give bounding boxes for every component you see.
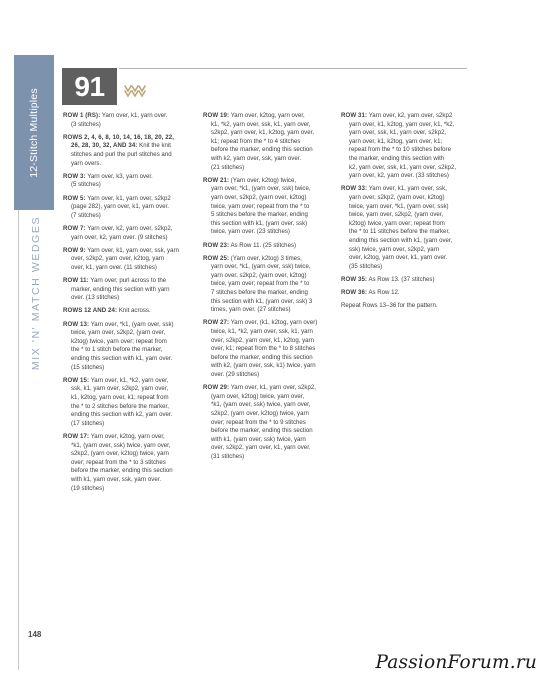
- watermark: PassionForum.ru: [375, 652, 537, 673]
- instruction-row: [203, 242, 335, 251]
- row-continuation-line: (7 stitches): [71, 211, 101, 219]
- row-continuation-line: (page 282), yarn over, k1, yarn over.: [71, 203, 169, 211]
- row-continuation-line: twice, yarn over, s2kp2, (yarn over,: [71, 329, 166, 337]
- row-text: Yarn over, k1, yarn over, ssk,: [368, 185, 447, 193]
- row-continuation-line: before the marker, ending this section: [211, 146, 313, 154]
- row-first-line: [63, 433, 195, 442]
- row-continuation-line: over, k2tog, yarn over, k1, yarn over.: [349, 254, 448, 262]
- row-continuation-line: (15 stitches): [71, 363, 105, 371]
- row-continuation-line: over, s2kp2, yarn over, k1, yarn over.: [211, 444, 311, 452]
- row-continuation-line: the * to 2 stitches before the marker,: [71, 402, 169, 410]
- row-first-line: [341, 185, 471, 194]
- chapter-tab-label: 12-Stitch Multiples: [28, 87, 40, 178]
- row-label: ROW 7:: [63, 224, 86, 232]
- row-text: (Yarn over, k2tog) twice,: [230, 176, 297, 184]
- page-number: 148: [28, 630, 42, 639]
- instruction-row: [341, 185, 471, 271]
- row-first-line: [63, 195, 195, 204]
- instruction-row: [63, 277, 195, 303]
- row-continuation-line: twice, yarn over, s2kp2, (yarn over,: [349, 211, 444, 219]
- row-label: ROW 25:: [203, 254, 230, 262]
- row-continuation-line: (17 stitches): [71, 419, 105, 427]
- row-label: ROW 29:: [203, 384, 230, 392]
- instruction-row: [63, 225, 195, 242]
- row-first-line: [63, 173, 195, 182]
- instruction-row: [341, 289, 471, 298]
- row-continuation-line: s2kp2, (yarn over, k2tog) twice, yarn: [71, 450, 169, 458]
- row-continuation-line: over, k1; repeat from the * to 8 stitches: [211, 345, 316, 353]
- row-continuation-line: over, s2kp2, yarn over, k1, k2tog, yarn: [211, 336, 314, 344]
- instruction-row: [63, 377, 195, 429]
- row-label: ROW 36:: [341, 289, 368, 297]
- instruction-row: [63, 173, 195, 190]
- row-first-line: [203, 242, 335, 251]
- row-continuation-line: yarn over, k1, k2tog, yarn over, k1;: [349, 137, 443, 145]
- row-text: Yarn over, purl across to the: [90, 277, 167, 285]
- row-continuation-line: (19 stitches): [71, 484, 105, 492]
- row-first-line: [63, 377, 195, 386]
- row-continuation-line: k2, yarn over, ssk, k1, yarn over, s2kp2,: [349, 163, 457, 171]
- row-continuation-line: (35 stitches): [349, 262, 383, 270]
- row-text: Knit across.: [118, 307, 151, 315]
- row-first-line: [203, 319, 335, 328]
- row-continuation-line: the marker, ending this section with: [349, 154, 445, 162]
- row-continuation-line: twice, yarn over, *k1, (yarn over, ssk): [349, 202, 449, 210]
- row-label: ROW 3:: [63, 172, 86, 180]
- row-continuation-line: twice, yarn over. (23 stitches): [211, 228, 290, 236]
- row-label: ROW 35:: [341, 275, 368, 283]
- row-label: ROW 23:: [203, 241, 230, 249]
- instruction-row: [63, 307, 195, 316]
- row-text: Repeat Rows 13–36 for the pattern.: [341, 302, 438, 310]
- section-label-wrap: [18, 215, 54, 370]
- instruction-row: [203, 177, 335, 237]
- row-first-line: [341, 302, 471, 311]
- row-text: Knit the knit: [139, 142, 171, 150]
- row-first-line: [63, 247, 195, 256]
- instruction-row: [63, 134, 195, 168]
- instructions-column-3: [341, 112, 471, 315]
- row-label: ROW 1 (RS):: [63, 112, 101, 119]
- row-text: As Row 11. (25 stitches): [230, 241, 297, 249]
- row-continuation-line: the * to 1 stitch before the marker,: [71, 346, 163, 354]
- row-continuation-line: k1; repeat from the * to 4 stitches: [211, 137, 301, 145]
- row-first-line: [63, 112, 195, 121]
- row-continuation-line: yarn over, s2kp2, (yarn over, k2tog): [211, 271, 307, 279]
- row-continuation-line: 7 stitches before the marker, ending: [211, 289, 308, 297]
- row-continuation-line: (31 stitches): [211, 452, 245, 460]
- row-label: ROW 33:: [341, 185, 368, 193]
- instruction-row: [63, 321, 195, 373]
- row-first-line: [203, 177, 335, 186]
- row-first-line: [203, 255, 335, 264]
- row-label: ROW 31:: [341, 112, 368, 119]
- row-continuation-line: over. (29 stitches): [211, 371, 260, 378]
- row-label: ROW 5:: [63, 194, 86, 202]
- row-continuation-line: k1, *k2, yarn over, ssk, k1, yarn over,: [211, 120, 311, 128]
- row-label: 26, 28, 30, 32, AND 34:: [71, 142, 138, 150]
- row-continuation-line: this section with k1, (yarn over, ssk): [211, 219, 308, 227]
- row-continuation-line: over. (13 stitches): [71, 294, 120, 302]
- row-continuation-line: times, yarn over. (27 stitches): [211, 306, 291, 314]
- row-label: ROW 13:: [63, 320, 90, 328]
- row-first-line: [63, 225, 195, 234]
- row-continuation-line: (5 stitches): [71, 181, 101, 189]
- row-first-line: [63, 134, 195, 143]
- row-text: Yarn over, k1, yarn over, s2kp2: [87, 194, 171, 202]
- row-text: Yarn over, k2tog, yarn over,: [90, 432, 165, 440]
- row-first-line: [341, 289, 471, 298]
- row-first-line: [63, 277, 195, 286]
- row-text: Yarn over, *k1, (yarn over, ssk): [90, 320, 174, 328]
- row-continuation-line: yarn over, s2kp2, (yarn over, k2tog): [211, 193, 307, 201]
- row-continuation-line: twice, yarn over; repeat from the * to: [211, 280, 310, 288]
- row-first-line: [63, 307, 195, 316]
- row-continuation-line: yarn over, k2, yarn over. (33 stitches): [349, 172, 449, 180]
- row-continuation-line: (3 stitches): [71, 120, 101, 128]
- row-continuation-line: yarn over, k2, yarn over. (9 stitches): [71, 233, 168, 241]
- row-text: (Yarn over, k2tog) 3 times,: [230, 254, 302, 262]
- row-text: Yarn over, k2, yarn over, s2kp2,: [87, 224, 173, 232]
- row-continuation-line: ssk) twice, yarn over, s2kp2, yarn: [349, 245, 440, 253]
- row-continuation-line: with k2, (yarn over, ssk, k1) twice, yarn: [211, 362, 316, 370]
- row-continuation-line: (21 stitches): [211, 163, 245, 171]
- row-continuation-line: repeat from the * to 10 stitches before: [349, 146, 451, 154]
- instruction-row: [341, 302, 471, 311]
- instruction-row: [203, 255, 335, 315]
- instruction-row: [203, 384, 335, 461]
- header-rule: [119, 68, 467, 69]
- row-continuation-line: over, s2kp2, yarn over, k2tog, yarn: [71, 255, 165, 263]
- section-label: MIX 'N' MATCH WEDGES: [30, 215, 43, 370]
- row-text: Yarn over, (k1, k2tog, yarn over): [230, 319, 318, 327]
- row-continuation-line: stitches and purl the purl stitches and: [71, 150, 172, 158]
- row-continuation-line: yarn over, k1, k2tog, yarn over, k1, *k2,: [349, 120, 455, 128]
- row-continuation-line: twice, yarn over; repeat from the * to: [211, 202, 310, 210]
- row-label: ROW 27:: [203, 319, 230, 327]
- chapter-tab-label-wrap: [14, 55, 54, 210]
- row-label: ROW 15:: [63, 376, 90, 384]
- row-continuation-line: ssk, k1, yarn over, s2kp2, yarn over,: [71, 385, 169, 393]
- row-continuation-line: twice, k1, *k2, yarn over, ssk, k1, yarn: [211, 328, 313, 336]
- wedge-motif-icon: [123, 82, 147, 100]
- row-first-line: [341, 276, 471, 285]
- row-continuation-line: k1, k2tog, yarn over, k1; repeat from: [71, 393, 169, 401]
- row-continuation-line: with k2, yarn over, ssk, yarn over.: [211, 154, 302, 162]
- row-continuation-line: over; repeat from the * to 9 stitches: [211, 418, 306, 426]
- row-label: ROW 11:: [63, 277, 89, 285]
- row-first-line: [341, 112, 471, 121]
- row-text: As Row 12.: [368, 289, 400, 297]
- row-label: ROW 9:: [63, 246, 86, 254]
- row-continuation-line: ending this section with k2, yarn over.: [71, 411, 173, 419]
- row-continuation-line: [63, 142, 195, 151]
- row-continuation-line: before the marker, ending this section: [71, 467, 173, 475]
- instruction-row: [341, 276, 471, 285]
- row-first-line: [203, 384, 335, 393]
- row-text: As Row 13. (37 stitches): [368, 275, 435, 283]
- row-label: ROW 17:: [63, 432, 90, 440]
- row-first-line: [63, 321, 195, 330]
- row-label: ROW 19:: [203, 112, 230, 119]
- row-continuation-line: ending this section with k1, (yarn over,: [349, 236, 453, 244]
- row-continuation-line: before the marker, ending this section: [211, 353, 313, 361]
- row-continuation-line: with k1, (yarn over, ssk) twice, yarn: [211, 435, 306, 443]
- instruction-row: [341, 112, 471, 181]
- row-continuation-line: s2kp2, (yarn over, k2tog) twice, yarn: [211, 409, 309, 417]
- instruction-row: [63, 247, 195, 273]
- instruction-row: [203, 112, 335, 172]
- instructions-column-2: [203, 112, 335, 466]
- row-text: Yarn over, k3, yarn over.: [87, 172, 153, 180]
- instruction-row: [63, 433, 195, 493]
- row-continuation-line: the * to 11 stitches before the marker,: [349, 228, 450, 236]
- row-continuation-line: k2tog) twice, yarn over; repeat from: [71, 337, 167, 345]
- row-continuation-line: before the marker, ending this section: [211, 427, 313, 435]
- row-continuation-line: over, k1, yarn over. (11 stitches): [71, 263, 157, 271]
- row-text: Yarn over, k1, *k2, yarn over,: [90, 376, 169, 384]
- row-continuation-line: (yarn over, k2tog) twice, yarn over,: [211, 392, 305, 400]
- row-continuation-line: *k1, (yarn over, ssk) twice, yarn over,: [211, 401, 311, 409]
- row-text: Yarn over, k1, yarn over, ssk, yarn: [87, 246, 179, 254]
- row-continuation-line: s2kp2, yarn over, k1, k2tog, yarn over,: [211, 129, 314, 137]
- instruction-row: [203, 319, 335, 379]
- instruction-row: [63, 195, 195, 221]
- row-first-line: [203, 112, 335, 121]
- row-continuation-line: yarn over, *k1, (yarn over, ssk) twice,: [211, 185, 311, 193]
- row-label: ROWS 2, 4, 6, 8, 10, 14, 16, 18, 20, 22,: [63, 133, 175, 141]
- row-continuation-line: k2tog) twice, yarn over; repeat from: [349, 219, 445, 227]
- row-continuation-line: 5 stitches before the marker, ending: [211, 211, 308, 219]
- row-continuation-line: with k1, yarn over, ssk, yarn over.: [71, 475, 162, 483]
- row-continuation-line: over; repeat from the * to 3 stitches: [71, 458, 166, 466]
- row-text: Yarn over, k2, yarn over, s2kp2: [368, 112, 453, 119]
- row-continuation-line: ending this section with k1, yarn over.: [71, 355, 173, 362]
- row-text: Yarn over, k2tog, yarn over,: [230, 112, 305, 119]
- row-continuation-line: yarn overs.: [71, 159, 102, 167]
- row-continuation-line: yarn over, s2kp2, (yarn over, k2tog): [349, 193, 445, 201]
- row-label: ROW 21:: [203, 176, 230, 184]
- row-text: Yarn over, k1, yarn over.: [101, 112, 168, 119]
- row-continuation-line: marker, ending this section with yarn: [71, 285, 170, 293]
- instruction-row: [63, 112, 195, 129]
- pattern-number: 91: [62, 68, 117, 105]
- row-continuation-line: yarn over, ssk, k1, yarn over, s2kp2,: [349, 129, 447, 137]
- instructions-column-1: [63, 112, 195, 498]
- row-continuation-line: yarn over, *k1, (yarn over, ssk) twice,: [211, 263, 311, 271]
- row-label: ROWS 12 AND 24:: [63, 307, 118, 315]
- row-continuation-line: *k1, (yarn over, ssk) twice, yarn over,: [71, 441, 171, 449]
- row-text: Yarn over, k1, yarn over, s2kp2,: [230, 384, 316, 392]
- row-continuation-line: this section with k1, (yarn over, ssk) 3: [211, 297, 313, 305]
